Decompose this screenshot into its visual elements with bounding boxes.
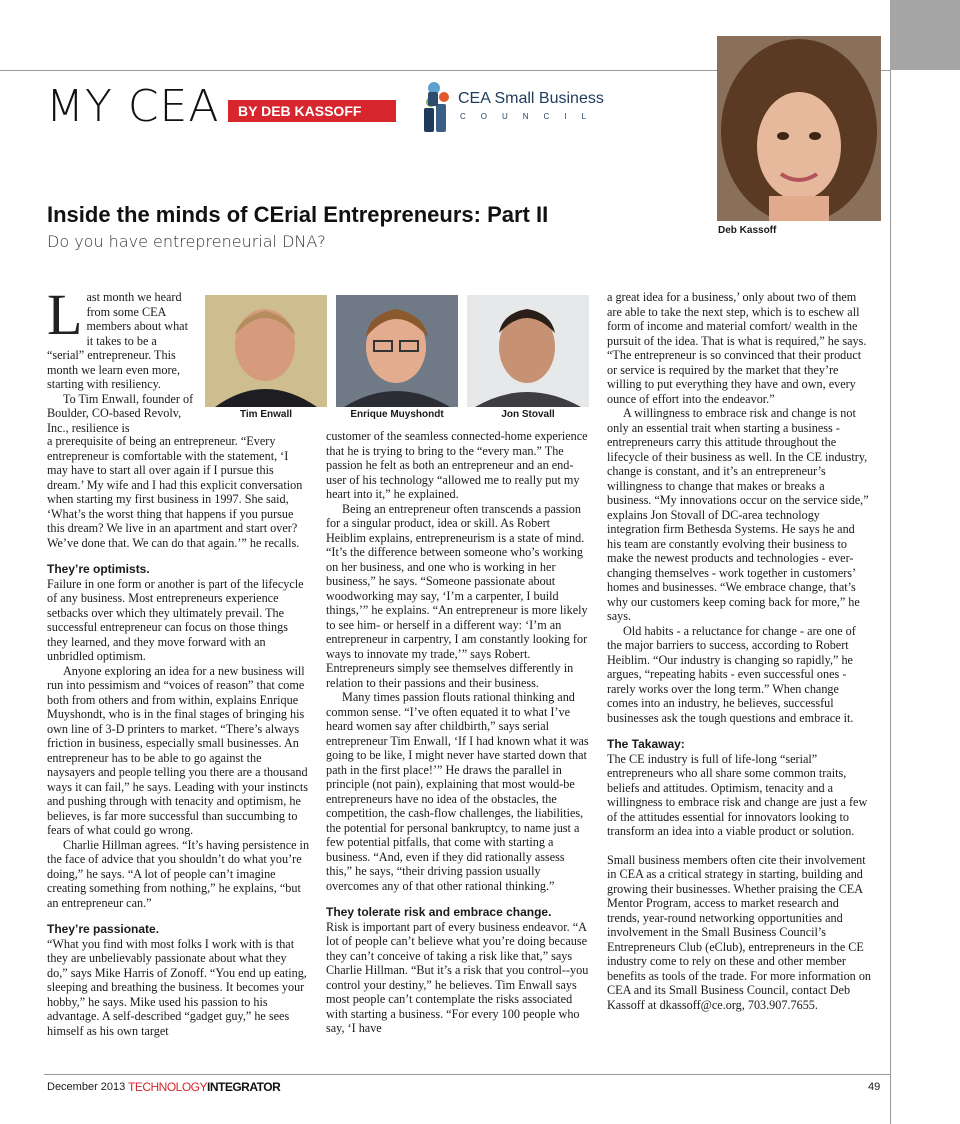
column-3	[607, 290, 872, 1012]
cea-logo	[422, 80, 612, 134]
magazine-name-part2: INTEGRATOR	[207, 1080, 281, 1094]
section-heading: They tolerate risk and embrace change.	[326, 905, 552, 919]
people-logo-icon	[422, 80, 456, 134]
body-paragraph: “What you find with most folks I work with is that they are unbelievably passionate about what they do,” says Mike Harris of Zonoff. “You end up eating, sleeping and breathing the business. It becomes your hobby,” he says. Mike used his passion to his advantage. A self-described “gadget guy,” he sees himself as his own target	[47, 936, 307, 1038]
body-paragraph: Many times passion flouts rational thinking and common sense. “I’ve often equated it to what I’ve heard women say after childbirth,” says serial entrepreneur Tim Enwall, ‘If I had known what it was going to be like, I might never have started down that path in the first place!’” He draws the parallel in principle (not pain), explaining that most would-be entrepreneurs have no idea of the obstacles, the competition, the cash-flow challenges, the liabilities, the potential for personal bankruptcy, to name just a few potential pitfalls, that come with starting a business. “And, even if they did rationally assess this,” he says, “their driving passion usually overcomes any of that other rational thinking.”	[326, 690, 589, 893]
magazine-name-part1: TECHNOLOGY	[128, 1080, 208, 1094]
body-paragraph: Failure in one form or another is part of the lifecycle of any business. Most entrepreneurs experience setbacks over which they ultimately prevail. The successful entrepreneur can focus on those things they learned, and they move forward with an unbridled optimism.	[47, 576, 304, 663]
section-heading: They’re optimists.	[47, 562, 150, 576]
author-caption: Deb Kassoff	[718, 225, 777, 236]
page-number: 49	[868, 1081, 881, 1093]
drop-cap: L	[47, 282, 83, 347]
article-headline: Inside the minds of CErial Entrepreneurs: Part II	[47, 202, 549, 227]
body-paragraph: a great idea for a business,’ only about two of them are able to take the next step, which is to eschew all form of income and material comfort/ wealth in the pursuit of the idea. That is what is required,” he says. “The entrepreneur is so convinced that their product or service is required by the market that they’re willing to put everything they have and own, every ounce of effort into the endeavor.”	[607, 290, 867, 406]
column-2	[326, 429, 591, 1036]
body-paragraph: A willingness to embrace risk and change is not only an essential trait when starting a business - entrepreneurs carry this attitude throughout the lifecycle of their business as well. In the CE industry, change is constant, and it’s an entrepreneur’s willingness to change that makes or breaks a business. “My innovations occur on the service side,” explains Jon Stovall of DC-area technology integration firm Bethesda Systems. He says he and his team are constantly evolving their business to make the newest products and technologies - ever-changing themselves - work together in customers’ homes and businesses. “We embrace change, that’s why our customers keep coming back for more,” he says.	[607, 406, 869, 623]
logo-subtitle: COUNCIL	[460, 112, 602, 121]
body-paragraph: Anyone exploring an idea for a new business will run into pessimism and “voices of reason” that come both from others and from within, explains Enrique Muyshondt, who is in the final stages of bringing his own line of 3-D printers to market. “There’s always friction in business, especially small businesses. An entrepreneur has to be able to go against the naysayers and people telling you there are a thousand ways it can fail,” he says. Leading with your instincts and pushing through with tenacity and optimism, he believes, is far more successful than succumbing to fears of what could go wrong.	[47, 663, 308, 837]
body-paragraph: Old habits - a reluctance for change - are one of the major barriers to success, according to Robert Heiblim. “Our industry is changing so rapidly,” he argues, “repeating habits - even successful ones - rarely works over the long term.” When change comes into an industry, he believes, successful businesses ask the tough questions and embrace it.	[607, 623, 856, 725]
body-paragraph: Charlie Hillman agrees. “It’s having persistence in the face of advice that you shouldn’t do what you’re doing,” he says. “A lot of people can’t imagine creating something from nothing,” he explains, “but an entrepreneur can.”	[47, 837, 310, 910]
column-1-intro	[47, 282, 197, 435]
photo-jon-stovall	[467, 295, 589, 407]
section-heading: They’re passionate.	[47, 922, 160, 936]
byline: BY DEB KASSOFF	[228, 100, 396, 122]
article-subhead: Do you have entrepreneurial DNA?	[47, 232, 326, 251]
body-paragraph: The CE industry is full of life-long “serial” entrepreneurs who all share some common traits, beliefs and attitudes. Optimism, tenacity and a willingness to embrace risk and change are just a few of the attitudes essential for innovators looking to transform an idea into a viable product or solution.	[607, 751, 868, 838]
photo-caption: Tim Enwall	[239, 409, 293, 420]
photo-caption: Enrique Muyshondt	[350, 409, 444, 420]
column-1	[47, 434, 310, 1038]
body-paragraph: To Tim Enwall, founder of Boulder, CO-based Revolv, Inc., resilience is	[47, 391, 194, 435]
photo-tim-enwall	[205, 295, 327, 407]
corner-tab	[890, 0, 960, 70]
magazine-name	[128, 1080, 280, 1094]
logo-title: CEA Small Business	[458, 90, 604, 107]
intro-paragraph: ast month we heard from some CEA members about what it takes to be a “serial” entrepreneur. This month we learn even more, starting with resiliency.	[47, 290, 188, 391]
author-photo	[717, 36, 881, 221]
body-paragraph: Small business members often cite their involvement in CEA as a critical strategy in starting, building and growing their businesses. Whether praising the CEA Mentor Program, access to market research and trends, year-round networking opportunities and involvement in the Small Business Council’s Entrepreneurs Club (eClub), entrepreneurs in the CE industry come to rely on these and other member benefits as tools of the trade. For more information on CEA and its Small Business Council, contact Deb Kassoff at dkassoff@ce.org, 703.907.7655.	[607, 852, 872, 1012]
footer-date: December 2013	[47, 1081, 126, 1093]
section-heading: The Takaway:	[607, 737, 685, 751]
photo-enrique-muyshondt	[336, 295, 458, 407]
body-paragraph: Being an entrepreneur often transcends a passion for a singular product, idea or skill. As Robert Heiblim explains, entrepreneurism is a state of mind. “It’s the difference between someone who’s working on her business, and one who is working in her business,” he says. “Someone passionate about woodworking may say, ‘I’m a carpenter, I build things,’” he explains. “An entrepreneur is more likely to see him- or herself in a different way: ‘I’m an entrepreneur in carpentry, I am constantly looking for ways to innovate my trade,’” says Robert. Entrepreneurs simply see themselves differently in relation to their passions and their business.	[326, 501, 588, 690]
body-paragraph: customer of the seamless connected-home experience that he is trying to bring to the “every man.” The passion he felt as both an entrepreneur and an end-user of his technology “allowed me to really put my heart into it,” he explained.	[326, 429, 588, 501]
photo-caption: Jon Stovall	[501, 409, 555, 420]
right-rule	[890, 70, 891, 1124]
body-paragraph: Risk is important part of every business endeavor. “A lot of people can’t believe what you’re doing because they can’t conceive of taking a risk like that,” says Charlie Hillman. “But it’s a risk that you control--you control your destiny,” he believes. Tim Enwall says most people can’t contemplate the risks associated with starting a business. “For every 100 people who say, ‘I have	[326, 919, 589, 1035]
section-title: MY CEA	[46, 81, 220, 132]
footer-rule	[44, 1074, 890, 1075]
body-paragraph: a prerequisite of being an entrepreneur. “Every entrepreneur is comfortable with the statement, ‘I may have to start all over again if I pursue this dream.’ My wife and I had this explicit conversation when starting my first business in 1997. She said, ‘What’s the worst thing that happens if you pursue this dream? We live in an apartment and start over? We’ve done that. We can do that again.’” he recalls.	[47, 434, 303, 550]
